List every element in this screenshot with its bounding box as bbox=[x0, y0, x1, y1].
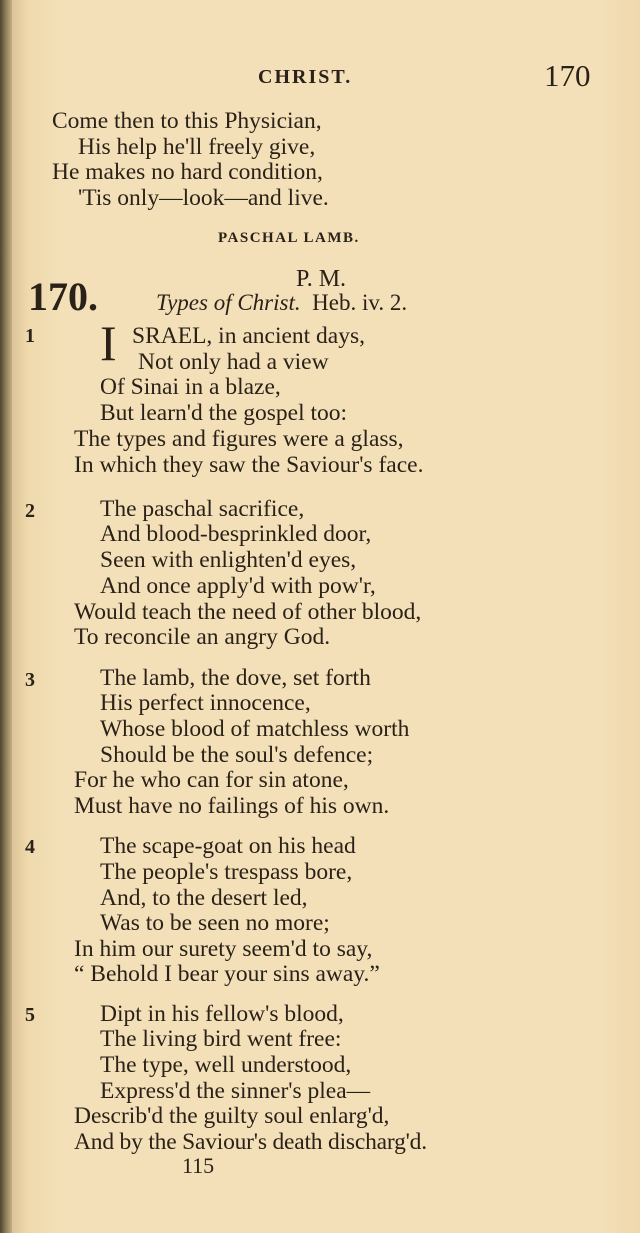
verse-line: Should be the soul's defence; bbox=[100, 742, 374, 768]
verse-line: Not only had a view bbox=[138, 349, 329, 375]
stanza-number: 1 bbox=[25, 325, 35, 347]
verse-line: Come then to this Physician, bbox=[52, 108, 322, 134]
verse-line: He makes no hard condition, bbox=[52, 159, 323, 185]
verse-line: The type, well understood, bbox=[100, 1052, 352, 1078]
verse-line: And blood-besprinkled door, bbox=[100, 521, 372, 547]
verse-line: His help he'll freely give, bbox=[78, 134, 316, 160]
verse-line: The paschal sacrifice, bbox=[100, 496, 305, 522]
verse-line: The living bird went free: bbox=[100, 1026, 342, 1052]
verse-line: Would teach the need of other blood, bbox=[74, 599, 422, 625]
hymn-meter: P. M. bbox=[296, 266, 347, 292]
stanza-number: 2 bbox=[25, 500, 35, 522]
verse-line: 'Tis only—look—and live. bbox=[78, 185, 329, 211]
verse-line: Whose blood of matchless worth bbox=[100, 716, 410, 742]
verse-line: For he who can for sin atone, bbox=[74, 767, 349, 793]
drop-cap: I bbox=[100, 315, 117, 371]
hymn-title-line bbox=[156, 290, 407, 316]
stanza-number: 3 bbox=[25, 669, 35, 691]
verse-line: To reconcile an angry God. bbox=[74, 624, 331, 650]
verse-line: Seen with enlighten'd eyes, bbox=[100, 547, 357, 573]
verse-line: Must have no failings of his own. bbox=[74, 793, 390, 819]
verse-line: Dipt in his fellow's blood, bbox=[100, 1001, 344, 1027]
stanza-number: 4 bbox=[25, 836, 35, 858]
verse-line: But learn'd the gospel too: bbox=[100, 400, 348, 426]
verse-line: In him our surety seem'd to say, bbox=[74, 936, 373, 962]
verse-line: And by the Saviour's death discharg'd. bbox=[74, 1129, 427, 1155]
verse-line: Was to be seen no more; bbox=[100, 910, 330, 936]
verse-line: Express'd the sinner's plea— bbox=[100, 1078, 371, 1104]
stanza-number: 5 bbox=[25, 1004, 35, 1026]
book-spine-shadow bbox=[0, 0, 12, 1233]
verse-line: SRAEL, in ancient days, bbox=[132, 323, 366, 349]
page-number: 170 bbox=[544, 58, 591, 93]
scripture-reference: Heb. iv. 2. bbox=[312, 290, 408, 315]
hymn-title: Types of Christ. bbox=[156, 290, 301, 315]
verse-line: The people's trespass bore, bbox=[100, 859, 353, 885]
verse-line: His perfect innocence, bbox=[100, 690, 311, 716]
verse-line: The lamb, the dove, set forth bbox=[100, 665, 371, 691]
signature-mark: 115 bbox=[182, 1153, 215, 1178]
hymn-number: 170. bbox=[28, 274, 98, 319]
verse-line: Describ'd the guilty soul enlarg'd, bbox=[74, 1103, 390, 1129]
verse-line: And once apply'd with pow'r, bbox=[100, 573, 376, 599]
section-heading: PASCHAL LAMB. bbox=[218, 230, 360, 246]
verse-line: The types and figures were a glass, bbox=[74, 426, 404, 452]
running-header: CHRIST. bbox=[258, 66, 353, 88]
verse-line: The scape-goat on his head bbox=[100, 833, 356, 859]
verse-line: And, to the desert led, bbox=[100, 885, 308, 911]
verse-line: Of Sinai in a blaze, bbox=[100, 374, 281, 400]
verse-line: In which they saw the Saviour's face. bbox=[74, 452, 424, 478]
verse-line: “ Behold I bear your sins away.” bbox=[74, 961, 380, 987]
